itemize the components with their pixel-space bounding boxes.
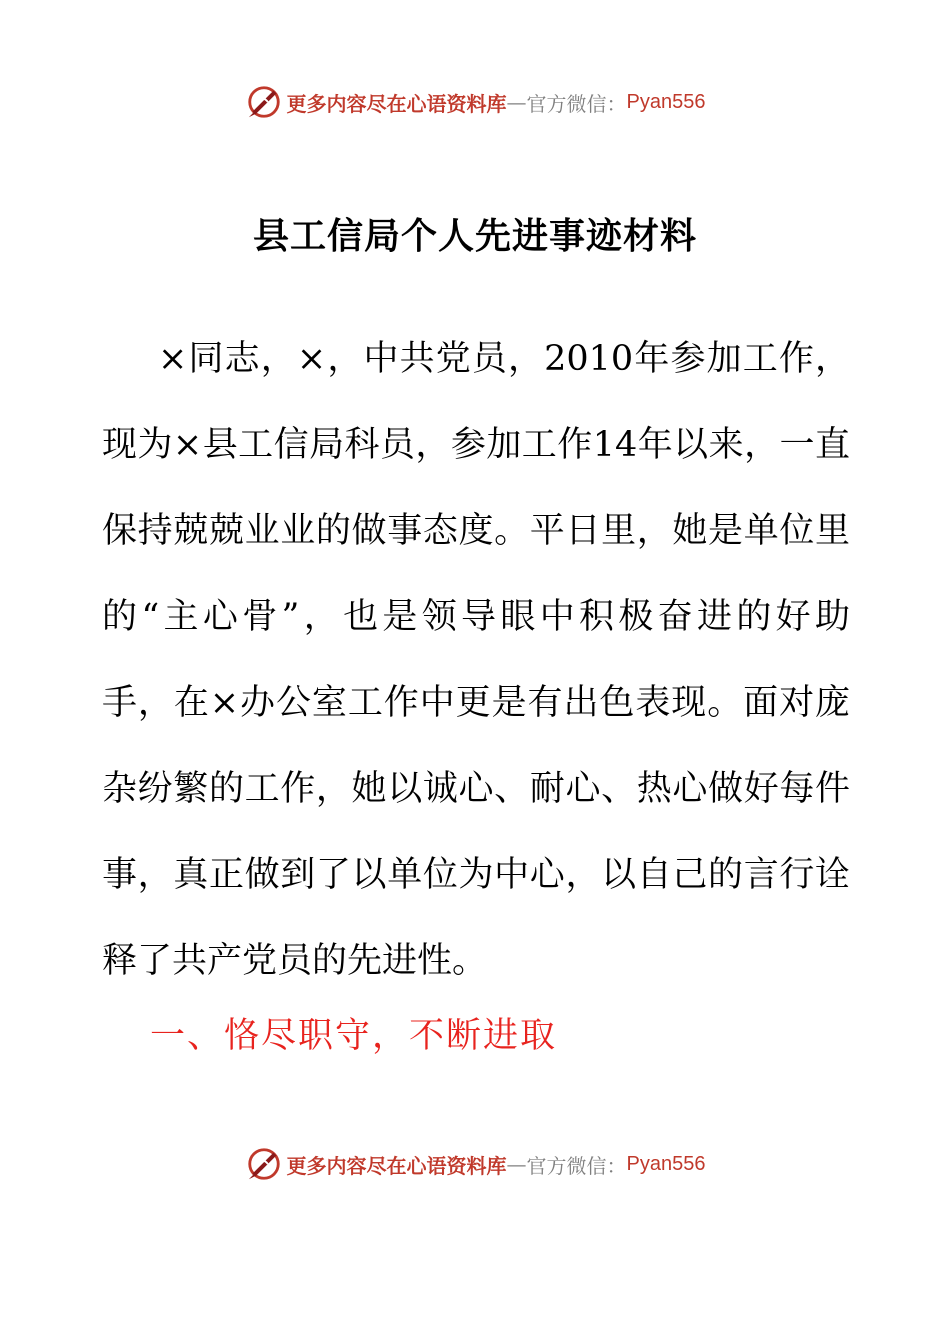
header-watermark bbox=[0, 82, 950, 122]
watermark-wechat-id: Pyan556 bbox=[626, 1152, 706, 1175]
watermark-dash: — bbox=[506, 90, 527, 114]
footer-watermark bbox=[0, 1144, 950, 1184]
paragraph-line: 保持兢兢业业的做事态度。平日里，她是单位里 bbox=[102, 511, 850, 551]
document-title: 县工信局个人先进事迹材料 bbox=[252, 216, 697, 257]
paragraph-line: 释了共产党员的先进性。 bbox=[102, 941, 488, 981]
paragraph-line: 事，真正做到了以单位为中心，以自己的言行诠 bbox=[102, 855, 850, 895]
paragraph-line: 杂纷繁的工作，她以诚心、耐心、热心做好每件 bbox=[102, 769, 850, 809]
watermark-official-label: 官方微信： bbox=[526, 1153, 627, 1178]
watermark-wechat-id: Pyan556 bbox=[626, 90, 706, 113]
paragraph-line: 的“主心骨”，也是领导眼中积极奋进的好助 bbox=[102, 597, 850, 637]
pen-nib-logo-icon bbox=[245, 1145, 283, 1183]
paragraph-line: ×同志，×，中共党员，2010年参加工作， bbox=[158, 339, 850, 379]
paragraph-line: 手，在×办公室工作中更是有出色表现。面对庞 bbox=[102, 683, 850, 723]
pen-nib-logo-icon bbox=[245, 83, 283, 121]
watermark-official-label: 官方微信： bbox=[526, 91, 627, 116]
paragraph-line: 现为×县工信局科员，参加工作14年以来，一直 bbox=[102, 425, 850, 465]
watermark-dash: — bbox=[506, 1152, 527, 1176]
watermark-main-text: 更多内容尽在心语资料库 bbox=[286, 91, 507, 116]
body-paragraph bbox=[102, 316, 850, 1004]
watermark-main-text: 更多内容尽在心语资料库 bbox=[286, 1153, 507, 1178]
section-heading: 一、恪尽职守，不断进取 bbox=[150, 1016, 558, 1056]
